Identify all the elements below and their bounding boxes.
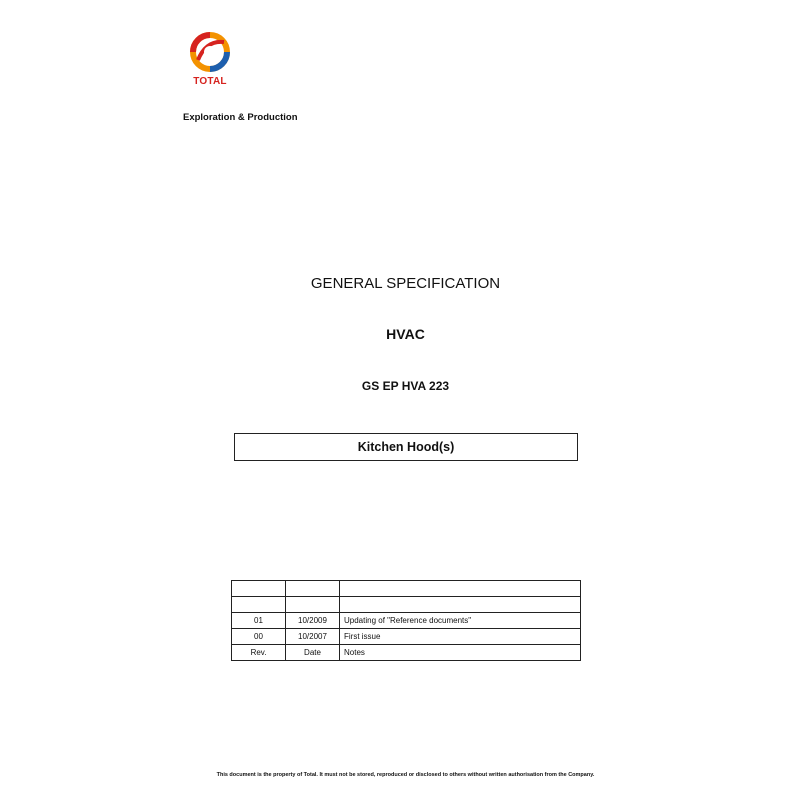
- logo-wordmark: TOTAL: [193, 76, 227, 87]
- rev-cell: [232, 581, 286, 597]
- document-discipline: HVAC: [386, 326, 425, 342]
- total-logo: [186, 30, 234, 92]
- table-row: [232, 613, 581, 629]
- division-name: Exploration & Production: [183, 112, 298, 123]
- document-type: GENERAL SPECIFICATION: [310, 275, 501, 292]
- date-cell: [286, 597, 340, 613]
- document-reference: GS EP HVA 223: [361, 379, 450, 393]
- revision-table: [231, 580, 581, 661]
- notes-cell: [340, 581, 581, 597]
- table-row: [232, 581, 581, 597]
- notes-cell: First issue: [340, 629, 581, 645]
- table-row: [232, 597, 581, 613]
- confidentiality-notice: This document is the property of Total. It must not be stored, reproduced or disclosed to others without written authorisation from the Company.: [216, 772, 595, 778]
- date-header: Date: [286, 645, 340, 661]
- date-cell: 10/2007: [286, 629, 340, 645]
- date-cell: 10/2009: [286, 613, 340, 629]
- notes-cell: Updating of "Reference documents": [340, 613, 581, 629]
- date-cell: [286, 581, 340, 597]
- notes-cell: [340, 597, 581, 613]
- subject-box: [234, 433, 578, 461]
- rev-header: Rev.: [232, 645, 286, 661]
- subject-title: Kitchen Hood(s): [357, 440, 455, 454]
- notes-header: Notes: [340, 645, 581, 661]
- table-row: [232, 629, 581, 645]
- rev-cell: 01: [232, 613, 286, 629]
- rev-cell: [232, 597, 286, 613]
- table-header-row: [232, 645, 581, 661]
- rev-cell: 00: [232, 629, 286, 645]
- total-logo-icon: [186, 30, 234, 74]
